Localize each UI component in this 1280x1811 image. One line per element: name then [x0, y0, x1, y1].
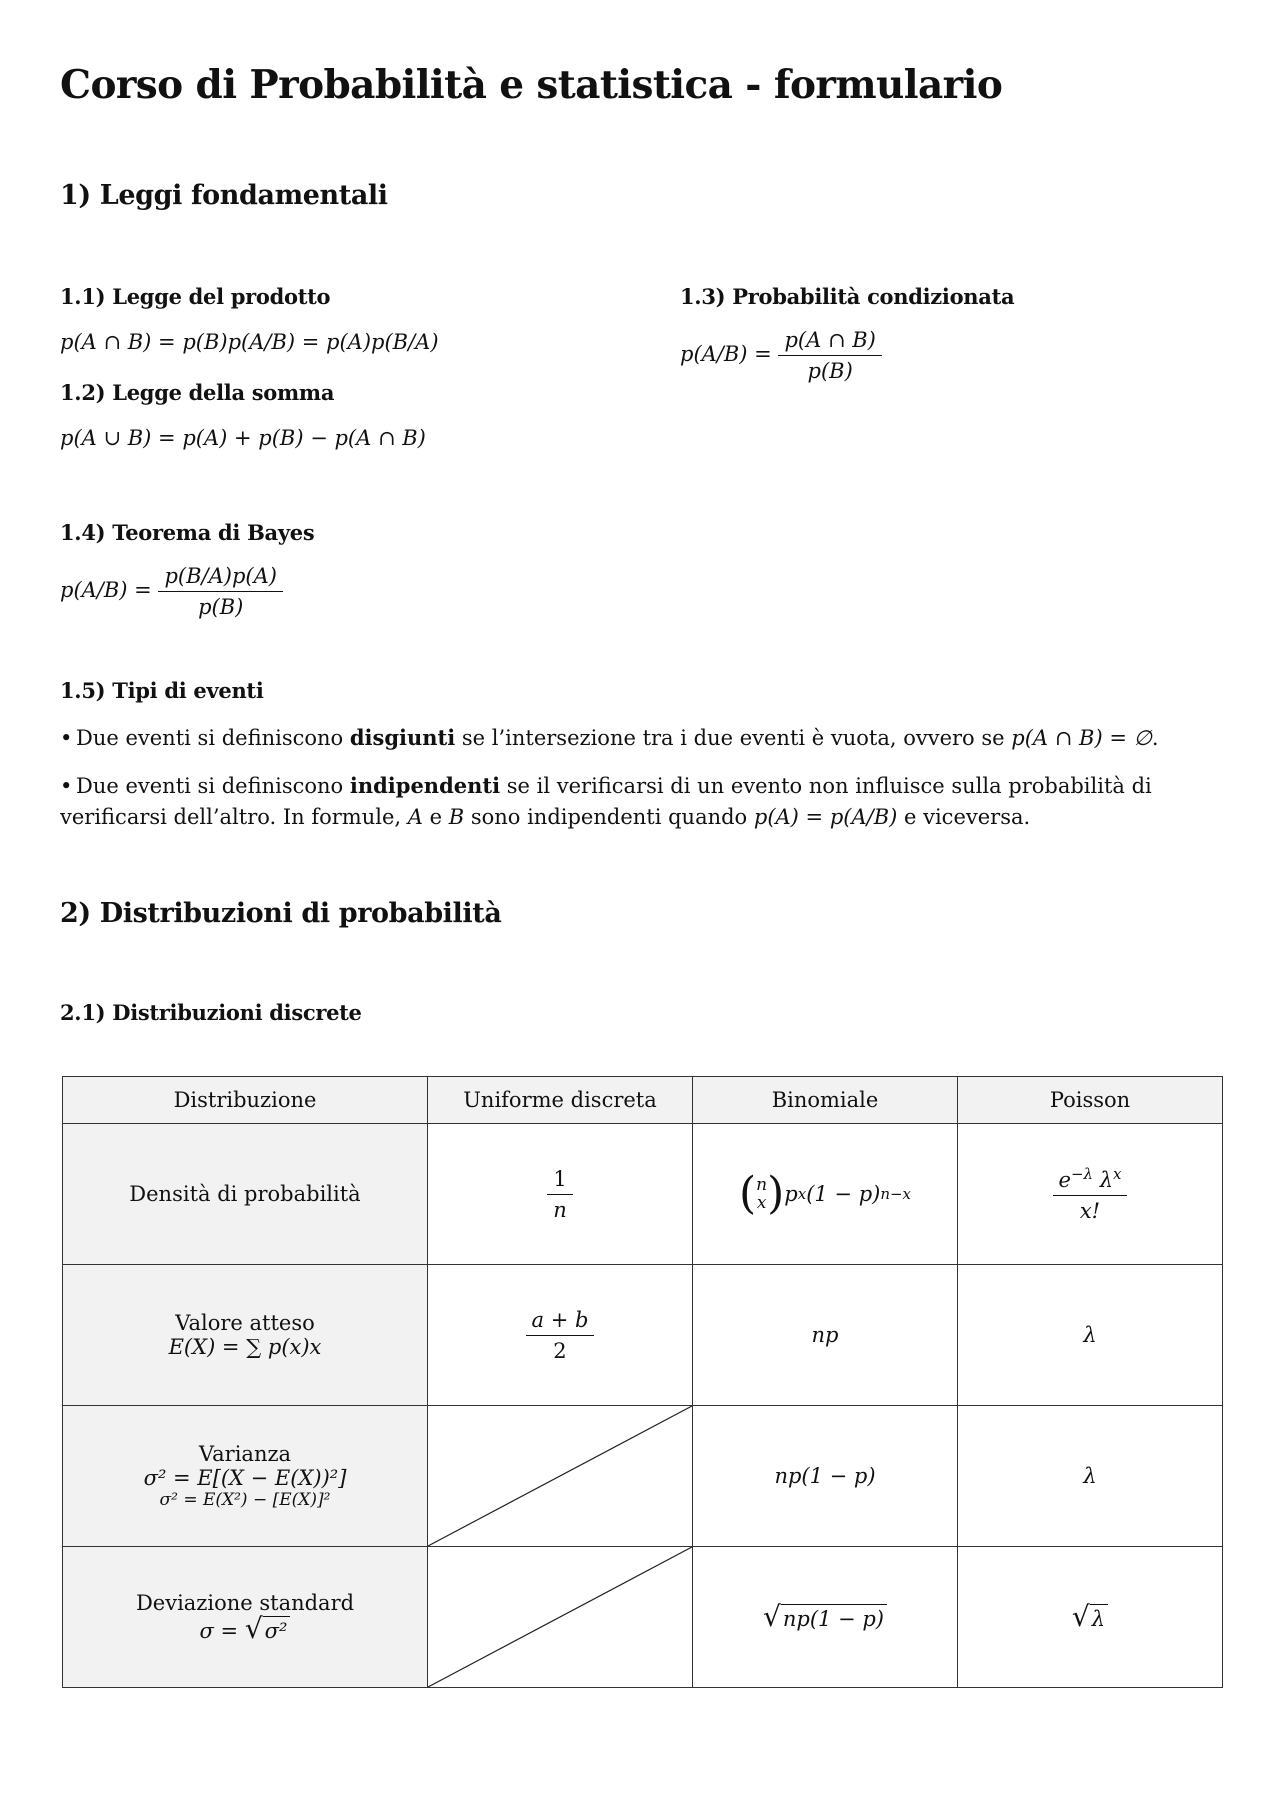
atteso-uniforme: [428, 1265, 693, 1406]
densita-binomiale: [693, 1124, 958, 1265]
fraction-denominator: 2: [553, 1338, 567, 1363]
condizionata-denominator: p(B): [807, 359, 853, 383]
radical-sign: √: [244, 1612, 263, 1645]
legge-prodotto-heading: 1.1) Legge del prodotto: [60, 284, 331, 309]
condizionata-fraction: [778, 328, 881, 383]
indipendenti-math: p(A) = p(A/B): [753, 805, 898, 829]
section-1-heading: 1) Leggi fondamentali: [60, 180, 388, 211]
radical-sign: √: [1071, 1600, 1090, 1633]
diagonal-strike: [428, 1547, 692, 1687]
probabilita-condizionata-formula: [680, 328, 882, 383]
fraction-numerator: [1053, 1165, 1128, 1196]
teorema-bayes-formula: [60, 564, 283, 619]
header-distribuzione: Distribuzione: [63, 1077, 428, 1124]
atteso-uniforme-fraction: [526, 1308, 595, 1363]
fraction-denominator: n: [553, 1197, 567, 1222]
deviazione-binomiale: [693, 1547, 958, 1688]
indipendenti-text-end: e viceversa.: [897, 805, 1031, 829]
binom-exp-n-x: n−x: [880, 1185, 912, 1203]
indipendenti-text-pre: Due eventi si definiscono: [76, 774, 350, 798]
teorema-bayes-heading: 1.4) Teorema di Bayes: [60, 520, 315, 545]
bayes-lhs: p(A/B) =: [60, 578, 152, 602]
table-header-row: [63, 1077, 1223, 1124]
indipendenti-text-e: e: [422, 805, 449, 829]
deviazione-uniforme-empty: [428, 1547, 693, 1688]
varianza-poisson: λ: [958, 1406, 1223, 1547]
bullet-marker: •: [60, 774, 73, 798]
fraction-numerator: a + b: [526, 1308, 595, 1336]
probabilita-condizionata-heading: 1.3) Probabilità condizionata: [680, 284, 1015, 309]
legge-somma-formula: p(A ∪ B) = p(A) + p(B) − p(A ∩ B): [60, 426, 426, 450]
binomial-formula: [738, 1168, 912, 1219]
disgiunti-term: disgiunti: [349, 725, 456, 750]
header-poisson: Poisson: [958, 1077, 1223, 1124]
sqrt-sigma: [244, 1612, 291, 1645]
poisson-lambda: λ: [1093, 1168, 1114, 1192]
bayes-fraction: [158, 564, 283, 619]
distribuzioni-discrete-heading: 2.1) Distribuzioni discrete: [60, 1000, 362, 1025]
bayes-numerator: p(B/A)p(A): [158, 564, 283, 592]
varianza-label: [63, 1406, 428, 1547]
indipendenti-text-post: se il verificarsi di un evento non influisce sulla probabilità di verificarsi dell’altro. In formule,: [60, 774, 1152, 829]
condizionata-numerator: p(A ∩ B): [778, 328, 881, 356]
eventi-indipendenti-bullet: [60, 770, 1220, 833]
deviazione-poisson: [958, 1547, 1223, 1688]
deviazione-standard-label: [63, 1547, 428, 1688]
eventi-disgiunti-bullet: [60, 722, 1220, 754]
section-2-heading: 2) Distribuzioni di probabilità: [60, 898, 502, 929]
diagonal-strike: [428, 1406, 692, 1546]
indipendenti-term: indipendenti: [349, 773, 501, 798]
binom-top: n: [756, 1175, 768, 1195]
binom-exp-x: x: [797, 1185, 807, 1203]
varianza-formula-2: σ² = E(X²) − [E(X)]²: [159, 1490, 331, 1510]
indipendenti-var-b: B: [448, 805, 465, 829]
disgiunti-math: p(A ∩ B) = ∅: [1011, 726, 1152, 750]
disgiunti-text-post: se l’intersezione tra i due eventi è vuota, ovvero se: [455, 726, 1012, 750]
varianza-title: Varianza: [198, 1442, 292, 1466]
table-row-deviazione-standard: [63, 1547, 1223, 1688]
poisson-e: e: [1058, 1168, 1071, 1192]
disgiunti-text-end: .: [1151, 726, 1159, 750]
left-paren: (: [738, 1168, 757, 1219]
densita-poisson: [958, 1124, 1223, 1265]
sqrt-binomiale: [763, 1600, 887, 1633]
legge-somma-heading: 1.2) Legge della somma: [60, 380, 335, 405]
bullet-marker: •: [60, 726, 73, 750]
tipi-eventi-heading: 1.5) Tipi di eventi: [60, 678, 264, 703]
binom-one-minus-p: (1 − p): [806, 1182, 881, 1206]
varianza-formula-1: σ² = E[(X − E(X))²]: [143, 1466, 347, 1490]
indipendenti-text-mid: sono indipendenti quando: [464, 805, 754, 829]
varianza-uniforme-empty: [428, 1406, 693, 1547]
header-binomiale: Binomiale: [693, 1077, 958, 1124]
fraction-denominator: x!: [1079, 1199, 1101, 1223]
sqrt-poisson: [1071, 1600, 1108, 1633]
densita-poisson-fraction: [1053, 1165, 1128, 1223]
valore-atteso-label: [63, 1265, 428, 1406]
condizionata-lhs: p(A/B) =: [680, 342, 772, 366]
densita-label: Densità di probabilità: [63, 1124, 428, 1265]
binomial-coefficient: [756, 1176, 767, 1212]
indipendenti-var-a: A: [407, 805, 423, 829]
radicand: λ: [1090, 1604, 1108, 1631]
document-title: Corso di Probabilità e statistica - formulario: [60, 62, 1003, 108]
densita-uniforme: [428, 1124, 693, 1265]
atteso-poisson: λ: [958, 1265, 1223, 1406]
radical-sign: √: [763, 1600, 781, 1633]
deviazione-lhs: σ =: [199, 1619, 245, 1643]
legge-prodotto-formula: p(A ∩ B) = p(B)p(A/B) = p(A)p(B/A): [60, 330, 439, 354]
table-row-valore-atteso: [63, 1265, 1223, 1406]
binom-bottom: x: [756, 1193, 767, 1213]
radicand: np(1 − p): [781, 1604, 887, 1631]
valore-atteso-formula: E(X) = ∑ p(x)x: [168, 1335, 322, 1359]
bayes-denominator: p(B): [198, 595, 244, 619]
densita-uniforme-fraction: [547, 1167, 573, 1222]
poisson-exp-minus-lambda: −λ: [1070, 1165, 1094, 1183]
table-row-varianza: [63, 1406, 1223, 1547]
right-paren: ): [767, 1168, 785, 1219]
disgiunti-text-pre: Due eventi si definiscono: [76, 726, 350, 750]
radicand: σ²: [263, 1616, 291, 1643]
atteso-binomiale: np: [693, 1265, 958, 1406]
varianza-binomiale: np(1 − p): [693, 1406, 958, 1547]
fraction-numerator: 1: [547, 1167, 573, 1195]
distribuzioni-discrete-table: [62, 1076, 1223, 1688]
deviazione-title: Deviazione standard: [135, 1591, 355, 1615]
deviazione-formula: [63, 1612, 427, 1645]
header-uniforme-discreta: Uniforme discreta: [428, 1077, 693, 1124]
table-row-densita: [63, 1124, 1223, 1265]
poisson-exp-x: x: [1113, 1165, 1122, 1183]
valore-atteso-title: Valore atteso: [175, 1311, 315, 1335]
binom-p: p: [784, 1182, 798, 1206]
